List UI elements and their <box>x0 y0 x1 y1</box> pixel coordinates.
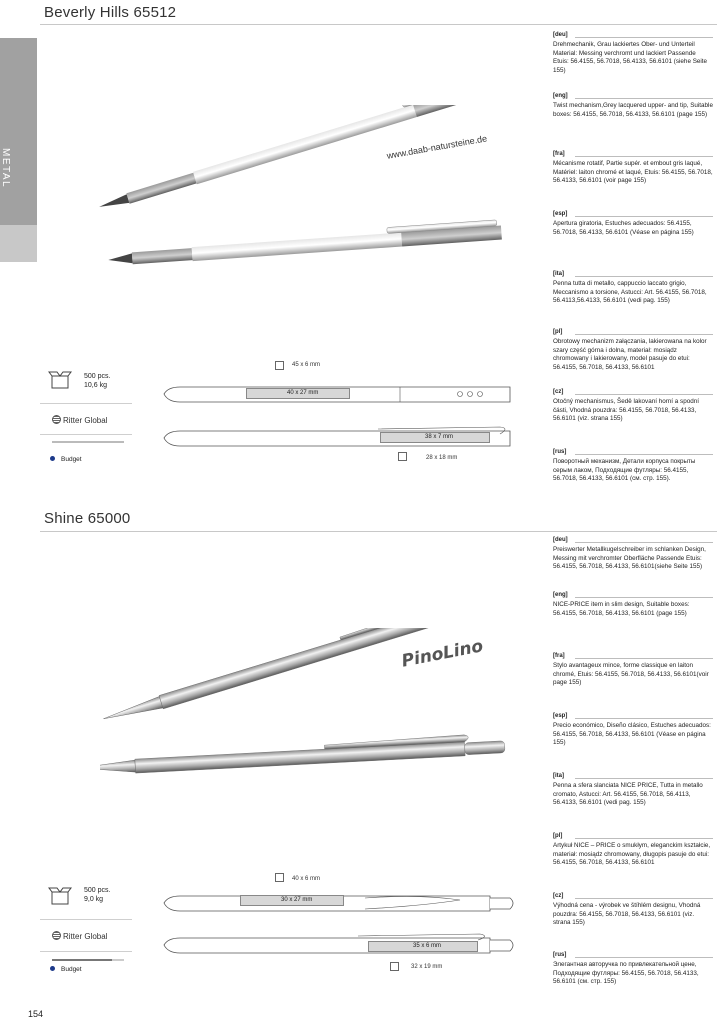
brand-name: Ritter Global <box>63 416 108 425</box>
description-cz <box>553 892 713 951</box>
packing-pcs: 500 pcs. <box>84 373 111 380</box>
description-cz <box>553 388 713 448</box>
lang-text: Výhodná cena - výrobek ve štíhlém designu, Vhodná pouzdra: 56.4155, 56.7018, 56.4133, 56.6101 (viz. strana 155) <box>553 902 701 927</box>
packing-pcs: 500 pcs. <box>84 887 111 894</box>
title-rule <box>40 531 717 532</box>
product-info-block <box>40 876 132 986</box>
budget-row <box>40 447 132 477</box>
lang-code: [fra] <box>553 151 565 157</box>
lang-text: Apertura giratoria, Estuches adecuados: 56.4155, 56.7018, 56.4133, 56.6101 (Véase en página 155) <box>553 220 694 236</box>
description-rus <box>553 951 713 987</box>
imprint-barrel-size: 30 x 27 mm <box>281 897 313 903</box>
imprint-cap-size: 38 x 7 mm <box>425 434 454 440</box>
print-method-icon <box>398 452 407 461</box>
description-pl <box>553 832 713 892</box>
description-pl <box>553 328 713 388</box>
description-esp <box>553 210 713 270</box>
lang-code: [rus] <box>553 952 567 958</box>
packing-row <box>40 876 132 920</box>
imprint-barrel-area <box>246 388 350 399</box>
description-esp <box>553 712 713 772</box>
imprint-clip-size: 45 x 6 mm <box>292 362 321 368</box>
side-tab-light-block <box>0 225 37 262</box>
lang-code: [deu] <box>553 32 568 38</box>
description-eng <box>553 591 713 652</box>
lang-text: Элегантная авторучка по привлекательной цене, Подходящие футляры: 56.4155, 56.7018, 56.4133, 56.6101 (см. стр. 155) <box>553 961 699 986</box>
budget-dot-icon <box>50 456 55 461</box>
lang-code: [esp] <box>553 713 568 719</box>
budget-dot-icon <box>50 966 55 971</box>
product-info-block <box>40 360 132 477</box>
ritter-logo-icon <box>52 931 61 940</box>
print-method-icon <box>390 962 399 971</box>
print-method-icon <box>275 361 284 370</box>
lang-text: Stylo avantageux mince, forme classique en laiton chromé, Etuis: 56.4155, 56.7018, 56.4133, 56.6101(voir page 155) <box>553 662 709 687</box>
pen-tip <box>98 194 129 211</box>
imprint-cap-area <box>380 432 490 443</box>
packing-row <box>40 360 132 404</box>
imprint-barrel-size: 40 x 27 mm <box>287 390 319 396</box>
lang-code: [cz] <box>553 389 564 395</box>
budget-row <box>40 966 132 986</box>
imprint-clip-size: 40 x 6 mm <box>292 876 321 882</box>
lang-text: Preiswerter Metallkugelschreiber im schlanken Design, Messing mit verchromter Oberfläche Passende Etuis: 56.4155, 56.7018, 56.4133, 56.6101(siehe Seite 155) <box>553 546 706 571</box>
brand-row <box>40 404 132 435</box>
description-fra <box>553 150 713 210</box>
lang-text: Поворотный механизм, Детали корпуса покрыты серым лаком, Подходящие футляры: 56.4155, 56.7018, 56.4133, 56.6101 (см. стр. 155). <box>553 458 696 483</box>
description-eng <box>553 92 713 150</box>
imprint-cap-area <box>368 941 478 952</box>
lang-code: [pl] <box>553 833 563 839</box>
lang-text: Penna a sfera slanciata NICE PRICE, Tutta in metallo cromato, Astucci: Art. 56.4155, 56.7018, 56.4113, 56.4133, 56.6101 (vedi pag. 155) <box>553 782 703 807</box>
brand-name: Ritter Global <box>63 932 108 941</box>
packing-weight: 9,0 kg <box>84 896 104 903</box>
imprint-barrel-area <box>240 895 344 906</box>
product-title: Beverly Hills 65512 <box>44 4 177 21</box>
refill-row <box>40 435 132 447</box>
lang-code: [rus] <box>553 449 567 455</box>
category-side-tab <box>0 38 37 262</box>
refill-icon <box>52 439 126 445</box>
lang-code: [pl] <box>553 329 563 335</box>
description-ita <box>553 772 713 832</box>
lang-code: [eng] <box>553 93 568 99</box>
lang-text: Precio económico, Diseño clásico, Estuches adecuados: 56.4155, 56.7018, 56.4133, 56.6101 (Véase en página 155) <box>553 722 711 747</box>
description-column <box>553 31 713 484</box>
lang-code: [fra] <box>553 653 565 659</box>
lang-code: [ita] <box>553 773 564 779</box>
lang-text: Mécanisme rotatif, Partie supér. et embout gris laqué, Matériel: laiton chromé et laqué, Etuis: 56.4155, 56.7018, 56.4133, 56.6101 (voir page 155) <box>553 160 713 185</box>
packing-weight: 10,6 kg <box>84 382 107 389</box>
brand-row <box>40 920 132 952</box>
description-deu <box>553 536 713 591</box>
description-ita <box>553 270 713 328</box>
description-rus <box>553 448 713 484</box>
lang-code: [cz] <box>553 893 564 899</box>
ritter-logo-icon <box>52 415 61 424</box>
title-rule <box>40 24 717 25</box>
price-class: Budget <box>61 456 82 463</box>
print-method-icon <box>275 873 284 882</box>
lang-text: Artykuł NICE – PRICE o smukłym, eleganckim kształcie, materiał: mosiądz chromowany, długopis pasuje do etui: 56.4155, 56.7018, 56.4133, 56.6101 <box>553 842 711 867</box>
description-column <box>553 536 713 987</box>
refill-row <box>40 952 132 966</box>
lang-text: Twist mechanism,Grey lacquered upper- and tip, Suitable boxes: 56.4155, 56.7018, 56.4133, 56.6101 (page 155) <box>553 102 713 118</box>
lang-text: Drehmechanik, Grau lackiertes Ober- und Unterteil Material: Messing verchromt und lackiert Passende Etuis: 56.4155, 56.7018, 56.4133, 56.6101 (siehe Seite 155) <box>553 41 708 74</box>
product-title: Shine 65000 <box>44 510 131 527</box>
description-deu <box>553 31 713 92</box>
lang-text: Penna tutta di metallo, cappuccio laccato grigio, Meccanismo a torsione, Astucci: Art. 56.4155, 56.7018, 56.4113,56.4133, 56.6101 (vedi pag. 155) <box>553 280 707 305</box>
page-number: 154 <box>28 1009 44 1019</box>
imprint-cap-size: 35 x 6 mm <box>413 943 442 949</box>
imprint-sample-text: www.daab-natursteine.de <box>386 133 488 161</box>
category-label: METAL <box>0 148 11 189</box>
lang-code: [eng] <box>553 592 568 598</box>
lang-code: [ita] <box>553 271 564 277</box>
lang-code: [deu] <box>553 537 568 543</box>
lang-code: [esp] <box>553 211 568 217</box>
imprint-cap-round-size: 32 x 19 mm <box>411 964 443 970</box>
lang-text: Obrotowy mechanizm załączania, lakierowana na kolor szary część górna i dolna, materiał: mosiądz chromowany i lakierowany, model pasuje do etui: 56.4155, 56.7018, 56.4133, 56.6101 <box>553 338 707 371</box>
refill-icon <box>52 956 126 964</box>
box-icon <box>48 886 72 906</box>
side-tab-dark-block <box>0 38 37 225</box>
imprint-sample-logo: PinoLino <box>400 636 485 672</box>
imprint-cap-round-size: 28 x 18 mm <box>426 455 458 461</box>
price-class: Budget <box>61 966 82 973</box>
box-icon <box>48 370 72 390</box>
lang-text: Otočný mechanismus, Šedě lakovaní horní a spodní části, Vhodná pouzdra: 56.4155, 56.7018, 56.4133, 56.6101 (viz. strana 155) <box>553 398 699 423</box>
product-photo-beverly-hills <box>90 105 530 265</box>
lang-text: NICE-PRICE item in slim design, Suitable boxes: 56.4155, 56.7018, 56.4133, 56.6101 (page 155) <box>553 601 690 617</box>
description-fra <box>553 652 713 712</box>
